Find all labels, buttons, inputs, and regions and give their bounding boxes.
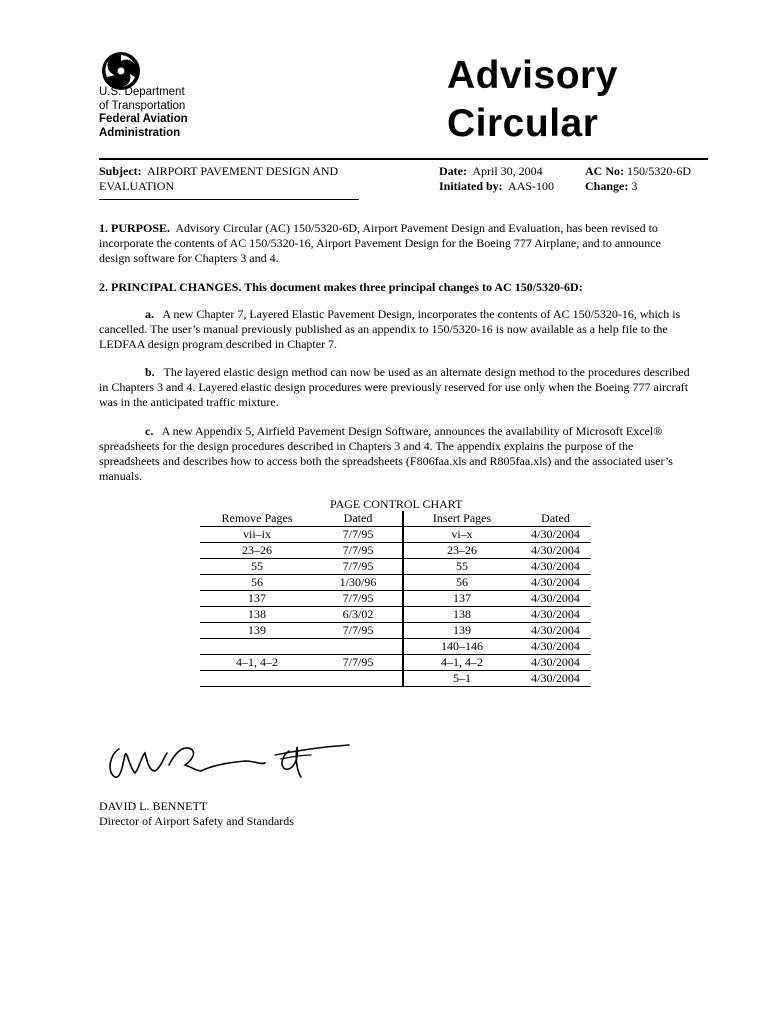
table-cell: 139 xyxy=(403,623,520,639)
table-cell: 1/30/96 xyxy=(314,575,403,591)
column-header: Remove Pages xyxy=(200,511,314,527)
initiated-label: Initiated by: xyxy=(439,179,503,193)
signer-title: Director of Airport Safety and Standards xyxy=(99,814,294,828)
item-c-paragraph xyxy=(99,424,695,484)
table-header-row xyxy=(200,511,591,527)
table-cell: 4/30/2004 xyxy=(520,639,591,655)
subject-block xyxy=(99,164,399,194)
initiated-value: AAS-100 xyxy=(508,179,555,193)
document-type-line-2: Circular xyxy=(447,102,599,145)
table-row xyxy=(200,607,591,623)
table-cell: 55 xyxy=(403,559,520,575)
purpose-text: Advisory Circular (AC) 150/5320-6D, Airport Pavement Design and Evaluation, has been revised to incorporate the contents of AC 150/5320-16, Airport Pavement Design for the Boeing 777 Airplane, and to announce design software for Chapters 3 and 4. xyxy=(99,221,661,265)
signer-name: DAVID L. BENNETT xyxy=(99,799,208,813)
table-cell: 23–26 xyxy=(200,543,314,559)
table-cell: 56 xyxy=(200,575,314,591)
table-cell: 138 xyxy=(403,607,520,623)
table-cell: vi–x xyxy=(403,527,520,543)
table-cell: 7/7/95 xyxy=(314,591,403,607)
table-row xyxy=(200,655,591,671)
date-block xyxy=(439,164,554,194)
table-cell: 138 xyxy=(200,607,314,623)
table-cell: 7/7/95 xyxy=(314,655,403,671)
column-header: Insert Pages xyxy=(403,511,520,527)
page-control-chart-title: PAGE CONTROL CHART xyxy=(330,497,463,511)
table-cell: 5–1 xyxy=(403,671,520,687)
table-cell: 7/7/95 xyxy=(314,623,403,639)
table-cell: 56 xyxy=(403,575,520,591)
table-row xyxy=(200,591,591,607)
table-cell xyxy=(200,671,314,687)
item-a-text: A new Chapter 7, Layered Elastic Pavement Design, incorporates the contents of AC 150/5320-16, which is cancelled. The user’s manual previously published as an appendix to 150/5320-16 is now available as a help file to the LEDFAA design program described in Chapter 7. xyxy=(99,307,681,351)
table-row xyxy=(200,575,591,591)
table-cell: 7/7/95 xyxy=(314,527,403,543)
table-cell xyxy=(200,639,314,655)
item-c-label: c. xyxy=(145,424,154,438)
table-cell: 4/30/2004 xyxy=(520,655,591,671)
table-cell xyxy=(314,671,403,687)
table-row xyxy=(200,543,591,559)
table-cell: 7/7/95 xyxy=(314,543,403,559)
table-row xyxy=(200,623,591,639)
subject-line-1: AIRPORT PAVEMENT DESIGN AND xyxy=(147,164,339,178)
principal-changes-heading-text: 2. PRINCIPAL CHANGES. This document makes three principal changes to AC 150/5320-6D: xyxy=(99,280,583,294)
table-cell: 4/30/2004 xyxy=(520,623,591,639)
ac-number-label: AC No: xyxy=(585,164,624,178)
dot-logo-icon xyxy=(101,51,141,91)
agency-line-1: U.S. Department xyxy=(99,86,185,98)
page-control-chart xyxy=(200,511,591,687)
table-row xyxy=(200,559,591,575)
table-cell: 137 xyxy=(403,591,520,607)
table-cell: 140–146 xyxy=(403,639,520,655)
subject-label: Subject: xyxy=(99,164,142,178)
date-label: Date: xyxy=(439,164,467,178)
table-cell: 7/7/95 xyxy=(314,559,403,575)
handwritten-signature xyxy=(105,737,355,787)
item-b-text: The layered elastic design method can now be used as an alternate design method to the procedures described in Chapters 3 and 4. Layered elastic design procedures were previously reserved for use only when the Boeing 777 aircraft was in the anticipated traffic mixture. xyxy=(99,365,690,409)
table-cell: 4/30/2004 xyxy=(520,575,591,591)
table-cell: 4/30/2004 xyxy=(520,607,591,623)
table-cell: 4–1, 4–2 xyxy=(403,655,520,671)
document-type-line-1: Advisory xyxy=(447,54,618,97)
agency-line-2: of Transportation xyxy=(99,99,186,112)
purpose-paragraph xyxy=(99,221,695,266)
table-cell: 137 xyxy=(200,591,314,607)
purpose-heading: 1. PURPOSE. xyxy=(99,221,171,235)
table-row xyxy=(200,639,591,655)
subject-underline xyxy=(99,199,359,200)
ac-number-value: 150/5320-6D xyxy=(627,164,691,178)
principal-changes-heading xyxy=(99,280,695,295)
item-a-paragraph xyxy=(99,307,695,352)
table-cell xyxy=(314,639,403,655)
table-cell: 139 xyxy=(200,623,314,639)
document-type-title xyxy=(447,52,618,148)
table-cell: 4/30/2004 xyxy=(520,591,591,607)
header-divider xyxy=(99,158,708,160)
item-b-paragraph xyxy=(99,365,695,410)
table-cell: 55 xyxy=(200,559,314,575)
signature-block xyxy=(99,799,294,829)
table-row xyxy=(200,527,591,543)
table-cell: 23–26 xyxy=(403,543,520,559)
item-a-label: a. xyxy=(145,307,154,321)
table-cell: 4/30/2004 xyxy=(520,671,591,687)
change-value: 3 xyxy=(631,179,638,193)
table-row xyxy=(200,671,591,687)
item-c-text: A new Appendix 5, Airfield Pavement Design Software, announces the availability of Microsoft Excel® spreadsheets for the design procedures described in Chapters 3 and 4. The appendix explains the purpose of the spreadsheets and describes how to access both the spreadsheets (F806faa.xls and R805faa.xls) and the associated user’s manuals. xyxy=(99,424,673,483)
agency-line-4: Administration xyxy=(99,126,181,139)
table-cell: 4–1, 4–2 xyxy=(200,655,314,671)
ac-number-block xyxy=(585,164,691,194)
change-label: Change: xyxy=(585,179,629,193)
table-cell: 4/30/2004 xyxy=(520,559,591,575)
column-header: Dated xyxy=(314,511,403,527)
date-value: April 30, 2004 xyxy=(472,164,543,178)
subject-line-2: EVALUATION xyxy=(99,179,175,193)
table-cell: 4/30/2004 xyxy=(520,527,591,543)
item-b-label: b. xyxy=(145,365,155,379)
table-cell: 4/30/2004 xyxy=(520,543,591,559)
table-cell: 6/3/02 xyxy=(314,607,403,623)
table-cell: vii–ix xyxy=(200,527,314,543)
agency-name xyxy=(99,86,188,140)
agency-line-3: Federal Aviation xyxy=(99,113,188,125)
column-header: Dated xyxy=(520,511,591,527)
